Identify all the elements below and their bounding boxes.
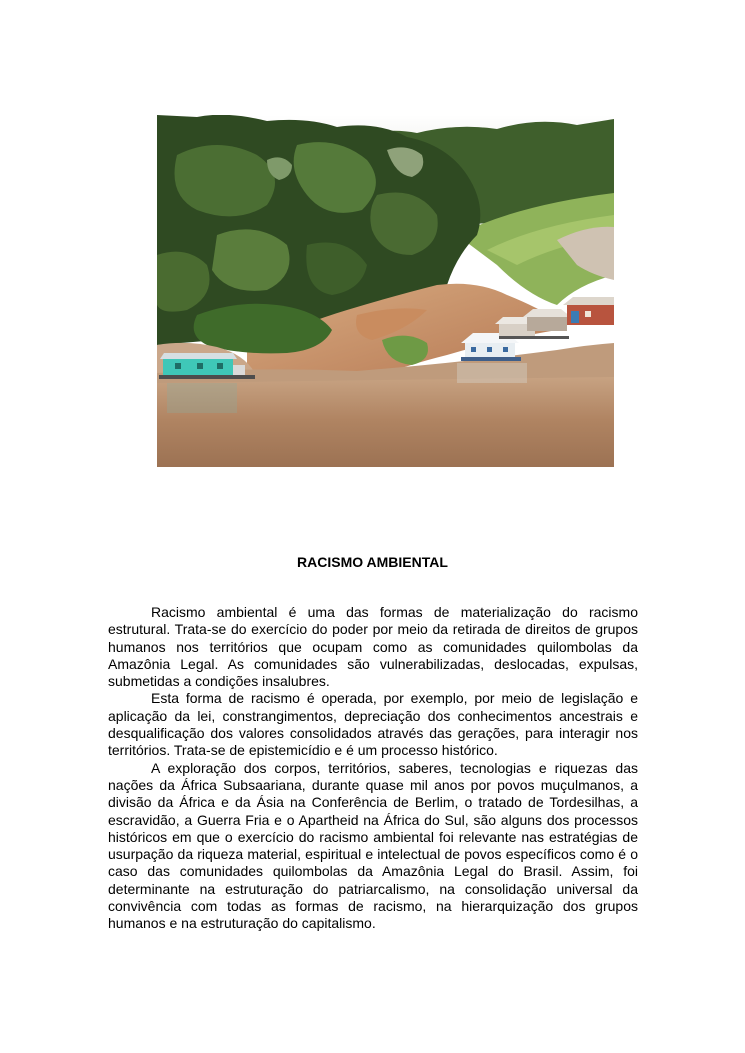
paragraph-3: A exploração dos corpos, territórios, saberes, tecnologias e riquezas das nações da África Subsaariana, durante quase mil anos por povos muçulmanos, a divisão da África e da Ásia na Conferência de Berlim, o tratado de Tordesilhas, a escravidão, a Guerra Fria e o Apartheid na África do Sul, são alguns dos processos históricos em que o exercício do racismo ambiental foi relevante nas estratégias de usurpação da riqueza material, espiritual e intelectual de povos específicos como é o caso das comunidades quilombolas da Amazônia Legal do Brasil. Assim, foi determinante na estruturação do patriarcalismo, na consolidação universal da convivência com todas as formas de racismo, na hierarquização dos grupos humanos e na estruturação do capitalismo.: [108, 759, 638, 932]
river-landscape-photo: [157, 115, 614, 467]
document-body: [108, 604, 638, 933]
paragraph-2: Esta forma de racismo é operada, por exemplo, por meio de legislação e aplicação da lei, constrangimentos, depreciação dos conhecimentos ancestrais e desqualificação dos valores consolidados através das gerações, para interagir nos territórios. Trata-se de epistemicídio e é um processo histórico.: [108, 690, 638, 759]
document-title: RACISMO AMBIENTAL: [297, 554, 448, 570]
paragraph-1: Racismo ambiental é uma das formas de materialização do racismo estrutural. Trata-se do exercício do poder por meio da retirada de direitos de grupos humanos nos territórios que ocupam como as comunidades quilombolas da Amazônia Legal. As comunidades são vulnerabilizadas, deslocadas, expulsas, submetidas a condições insalubres.: [108, 604, 638, 690]
